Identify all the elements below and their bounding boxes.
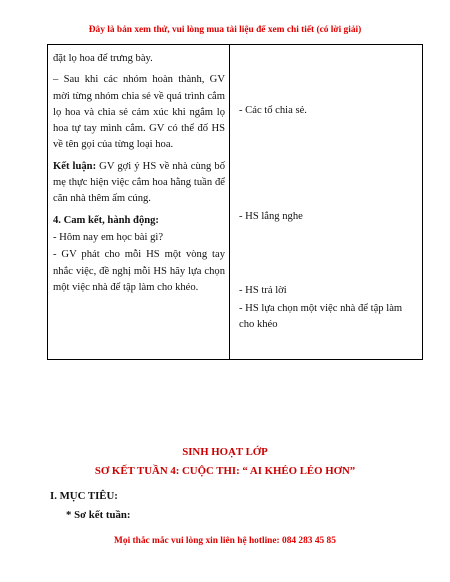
list-item: - Các tổ chia sẻ. (239, 105, 307, 116)
conclusion-text: GV gợi ý HS về nhà cùng bố mẹ thực hiện việc cắm hoa hằng tuần để căn nhà thêm ấm cúng. (53, 160, 225, 205)
hotline-notice: Mọi thắc mắc vui lòng xin liên hệ hotline: 084 283 45 85 (114, 536, 336, 546)
lesson-table (47, 44, 423, 360)
list-item: - HS lắng nghe (239, 211, 303, 222)
paragraph: – Sau khi các nhóm hoàn thành, GV mời từng nhóm chia sẻ về quá trình cắm lọ hoa và chia sẻ cảm xúc khi ngắm lọ hoa tự tay mình cắm. GV có thể đố HS về tên gọi của từng loại hoa. (53, 74, 225, 151)
conclusion-label: Kết luận: (53, 160, 97, 172)
table-row (48, 45, 423, 360)
list-item: - HS lựa chọn một việc nhà để tập làm cho khéo (239, 303, 403, 331)
objectives-heading: I. MỤC TIÊU: (50, 490, 118, 502)
section-subtitle: SƠ KẾT TUẦN 4: CUỘC THI: “ AI KHÉO LÉO HƠN” (94, 465, 356, 477)
text-line: đặt lọ hoa để trưng bày. (53, 53, 153, 64)
section-title: SINH HOẠT LỚP (182, 446, 268, 458)
list-item: - Hôm nay em học bài gì? (53, 231, 164, 243)
list-item: - HS trả lời (239, 285, 287, 296)
conclusion (53, 159, 225, 208)
week-summary-heading: * Sơ kết tuần: (66, 509, 131, 521)
preview-notice: Đây là bản xem thử, vui lòng mua tài liệu để xem chi tiết (có lời giải) (88, 25, 362, 35)
list-item: - GV phát cho mỗi HS một vòng tay nhắc việc, đề nghị mỗi HS hãy lựa chọn một việc nhà để tập làm cho khéo. (53, 249, 225, 293)
student-activities-cell (230, 45, 423, 360)
teacher-activities-cell (48, 45, 230, 360)
section-heading: 4. Cam kết, hành động: (53, 214, 159, 226)
